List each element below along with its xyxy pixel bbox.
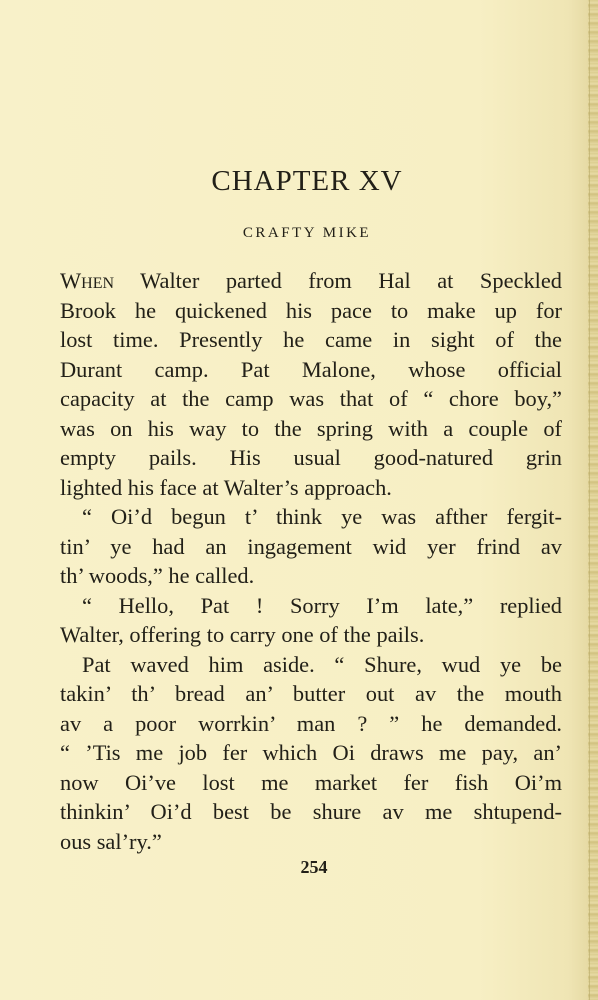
text-line bbox=[60, 266, 562, 296]
text-line: Pat waved him aside. “ Shure, wud ye be bbox=[82, 651, 562, 677]
text-line: tin’ ye had an ingagement wid yer frind av bbox=[60, 533, 562, 559]
text-line: Brook he quickened his pace to make up for bbox=[60, 297, 562, 323]
text-line: ous sal’ry.” bbox=[60, 828, 162, 854]
text-line: lighted his face at Walter’s approach. bbox=[60, 474, 392, 500]
text-line: now Oi’ve lost me market fer fish Oi’m bbox=[60, 769, 562, 795]
text-line: “ Hello, Pat ! Sorry I’m late,” replied bbox=[82, 592, 562, 618]
text-line: “ Oi’d begun t’ think ye was afther fergit- bbox=[82, 504, 562, 529]
text-line: av a poor worrkin’ man ? ” he demanded. bbox=[60, 710, 562, 736]
chapter-title: CHAPTER XV bbox=[211, 165, 403, 197]
page-number: 254 bbox=[300, 857, 328, 877]
text-line: Durant camp. Pat Malone, whose official bbox=[60, 356, 562, 382]
opening-word: When bbox=[60, 268, 115, 293]
text-line: lost time. Presently he came in sight of the bbox=[60, 327, 562, 352]
page-edge-line bbox=[589, 0, 590, 1000]
text-line: takin’ th’ bread an’ butter out av the mouth bbox=[60, 681, 562, 706]
text-line: capacity at the camp was that of “ chore boy,” bbox=[60, 386, 562, 411]
text-line: “ ’Tis me job fer which Oi draws me pay, an’ bbox=[60, 740, 562, 765]
chapter-subtitle: CRAFTY MIKE bbox=[242, 225, 372, 241]
text-line: empty pails. His usual good-natured grin bbox=[60, 445, 562, 470]
body-text bbox=[60, 266, 562, 856]
text-line-content: Walter parted from Hal at Speckled bbox=[114, 268, 562, 293]
text-line: Walter, offering to carry one of the pails. bbox=[60, 622, 425, 647]
text-line: th’ woods,” he called. bbox=[60, 563, 255, 588]
text-line: was on his way to the spring with a couple of bbox=[60, 415, 562, 441]
text-line: thinkin’ Oi’d best be shure av me shtupend- bbox=[60, 799, 562, 824]
